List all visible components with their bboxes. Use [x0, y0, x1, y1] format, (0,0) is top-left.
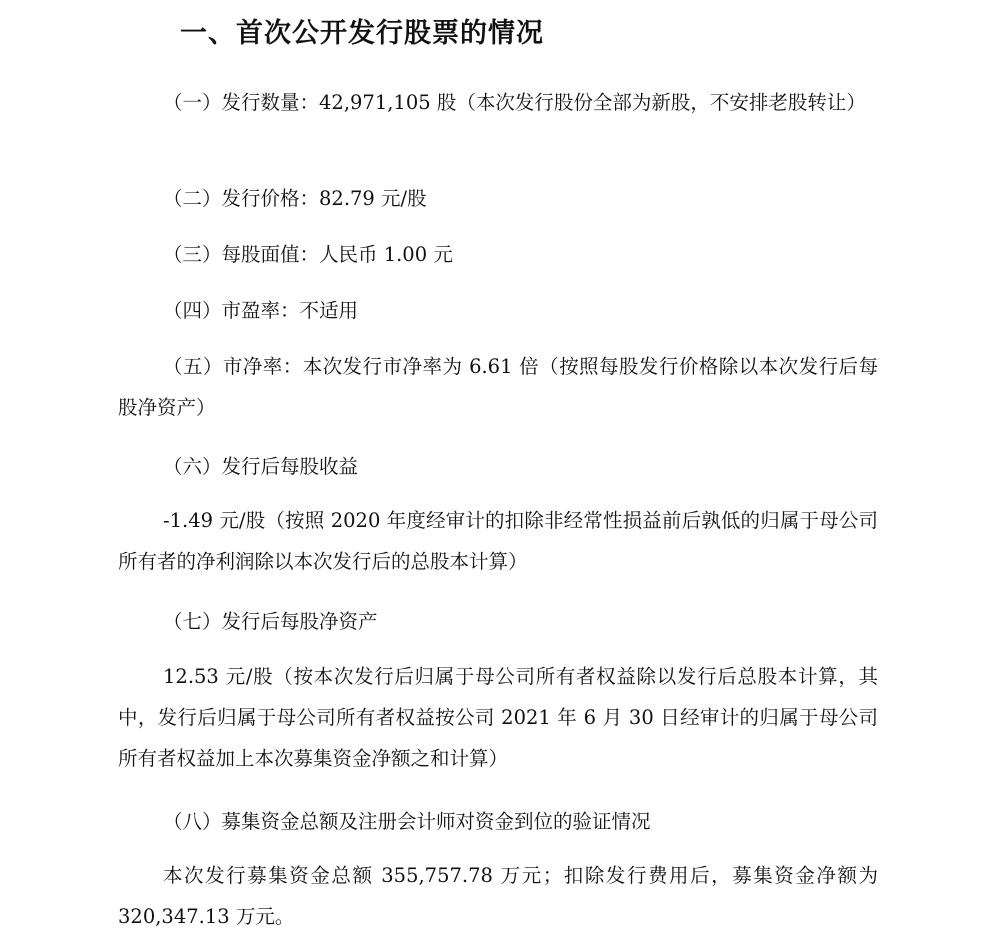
section-title: 一、首次公开发行股票的情况: [180, 18, 544, 49]
paragraph-navps-value: 12.53 元/股（按本次发行后归属于母公司所有者权益除以发行后总股本计算，其中，发行后归属于母公司所有者权益按公司 2021 年 6 月 30 日经审计的归属于母公司所有者权益加上本次募集资金净额之和计算）: [118, 665, 878, 770]
paragraph-eps-heading: （六）发行后每股收益: [163, 455, 359, 478]
paragraph-proceeds-heading: （八）募集资金总额及注册会计师对资金到位的验证情况: [163, 810, 651, 833]
paragraph-pb-ratio: （五）市净率：本次发行市净率为 6.61 倍（按照每股发行价格除以本次发行后每股净资产）: [118, 355, 878, 419]
paragraph-proceeds-value: 本次发行募集资金总额 355,757.78 万元；扣除发行费用后，募集资金净额为 320,347.13 万元。: [118, 864, 878, 928]
paragraph-pe-ratio: （四）市盈率：不适用: [163, 299, 359, 322]
paragraph-issue-quantity: （一）发行数量：42,971,105 股（本次发行股份全部为新股，不安排老股转让）: [163, 91, 866, 114]
paragraph-eps-value: -1.49 元/股（按照 2020 年度经审计的扣除非经常性损益前后孰低的归属于母公司所有者的净利润除以本次发行后的总股本计算）: [118, 509, 878, 573]
paragraph-par-value: （三）每股面值：人民币 1.00 元: [163, 243, 453, 266]
paragraph-navps-heading: （七）发行后每股净资产: [163, 610, 378, 633]
paragraph-issue-price: （二）发行价格：82.79 元/股: [163, 187, 427, 210]
